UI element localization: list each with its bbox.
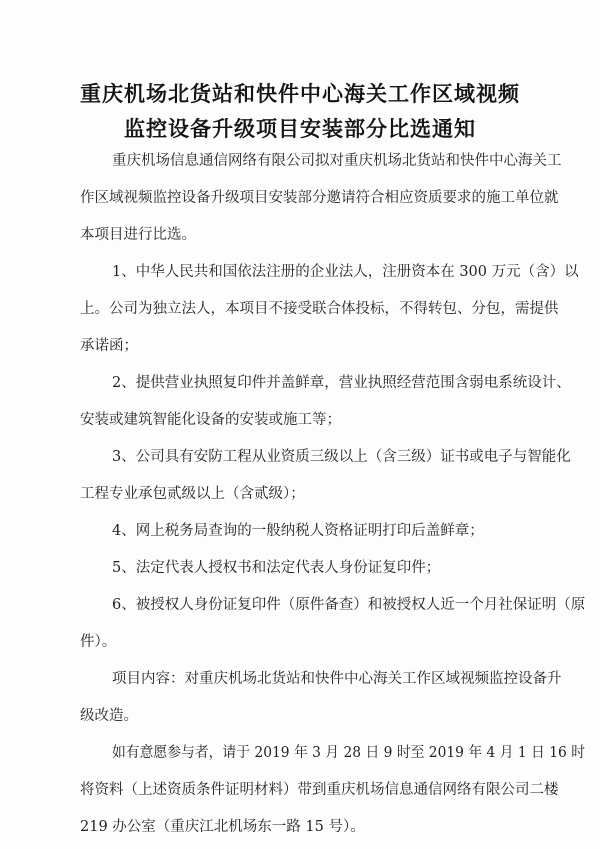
requirement-2-line-1: 2、提供营业执照复印件并盖鲜章，营业执照经营范围含弱电系统设计、 <box>112 375 571 391</box>
requirement-2-line-2: 安装或建筑智能化设备的安装或施工等； <box>80 412 341 428</box>
requirement-4: 4、网上税务局查询的一般纳税人资格证明打印后盖鲜章； <box>112 523 484 539</box>
requirement-6-line-2: 件）。 <box>80 634 117 650</box>
document-title-line-1: 重庆机场北货站和快件中心海关工作区域视频 <box>80 82 520 106</box>
project-content-line-1: 项目内容：对重庆机场北货站和快件中心海关工作区域视频监控设备升 <box>112 671 562 687</box>
intro-line-3: 本项目进行比选。 <box>80 227 196 243</box>
requirement-1-line-1: 1、中华人民共和国依法注册的企业法人，注册资本在 300 万元（含）以 <box>112 264 579 280</box>
requirement-6-line-1: 6、被授权人身份证复印件（原件备查）和被授权人近一个月社保证明（原 <box>112 597 586 613</box>
submission-line-1: 如有意愿参与者，请于 2019 年 3 月 28 日 9 时至 2019 年 4 月 1 日 16 时 <box>112 745 586 761</box>
project-content-line-2: 级改造。 <box>80 708 138 724</box>
requirement-1-line-3: 承诺函； <box>80 338 138 354</box>
requirement-5: 5、法定代表人授权书和法定代表人身份证复印件； <box>112 560 441 576</box>
intro-line-1: 重庆机场信息通信网络有限公司拟对重庆机场北货站和快件中心海关工 <box>112 153 562 169</box>
document-title-line-2: 监控设备升级项目安装部分比选通知 <box>124 117 476 141</box>
requirement-3-line-2: 工程专业承包贰级以上（含贰级）； <box>80 486 305 502</box>
requirement-3-line-1: 3、公司具有安防工程从业资质三级以上（含三级）证书或电子与智能化 <box>112 449 571 465</box>
intro-line-2: 作区域视频监控设备升级项目安装部分邀请符合相应资质要求的施工单位就 <box>80 190 559 206</box>
submission-line-3: 219 办公室（重庆江北机场东一路 15 号）。 <box>80 819 365 835</box>
submission-line-2: 将资料（上述资质条件证明材料）带到重庆机场信息通信网络有限公司二楼 <box>80 782 559 798</box>
requirement-1-line-2: 上。公司为独立法人，本项目不接受联合体投标，不得转包、分包，需提供 <box>80 301 559 317</box>
